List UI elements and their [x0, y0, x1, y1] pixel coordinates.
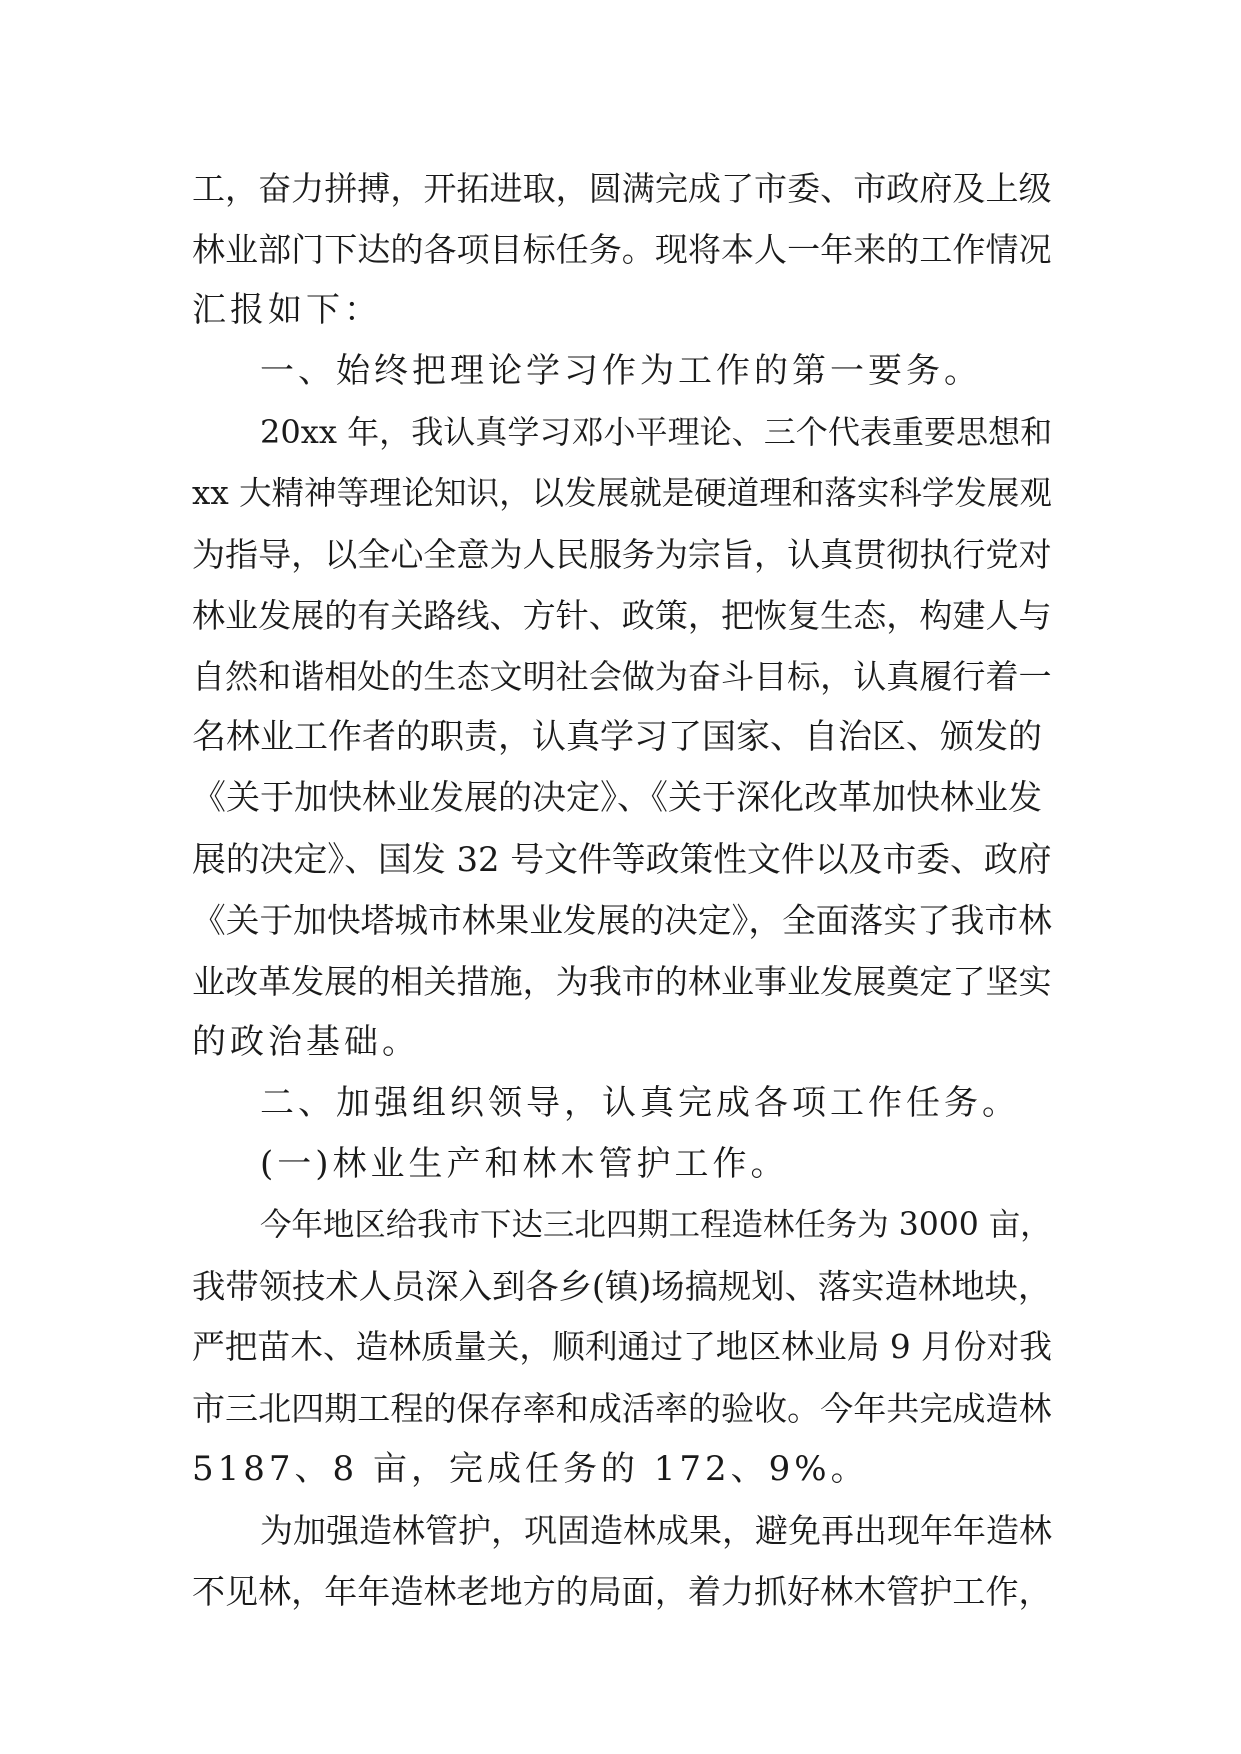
text-line: 展的决定》、国发 32 号文件等政策性文件以及市委、政府 — [192, 840, 1052, 879]
text-line: 20xx 年，我认真学习邓小平理论、三个代表重要思想和 — [260, 413, 1053, 451]
text-line: 汇报如下： — [192, 290, 382, 330]
heading-line: (一)林业生产和林木管护工作。 — [260, 1144, 789, 1184]
section-heading-1 — [192, 341, 1052, 402]
text-line: 市三北四期工程的保存率和成活率的验收。今年共完成造林 — [192, 1389, 1052, 1428]
text-line: 不见林，年年造林老地方的局面，着力抓好林木管护工作， — [192, 1572, 1052, 1611]
section-heading-2 — [192, 1073, 1052, 1134]
heading-line: 二、加强组织领导，认真完成各项工作任务。 — [260, 1083, 1020, 1123]
text-line: 自然和谐相处的生态文明社会做为奋斗目标，认真履行着一 — [192, 657, 1052, 696]
text-line: 的政治基础。 — [192, 1022, 420, 1062]
text-line: 《关于加快林业发展的决定》、《关于深化改革加快林业发 — [192, 778, 1042, 818]
paragraph-afforestation — [192, 1195, 1052, 1500]
paragraph-intro-continuation — [192, 158, 1052, 341]
text-line: 名林业工作者的职责，认真学习了国家、自治区、颁发的 — [192, 717, 1042, 757]
paragraph-theory-study — [192, 402, 1052, 1073]
paragraph-forest-protection — [192, 1500, 1052, 1622]
text-line: 今年地区给我市下达三北四期工程造林任务为 3000 亩， — [260, 1207, 1052, 1243]
text-line: 林业部门下达的各项目标任务。现将本人一年来的工作情况 — [192, 230, 1052, 269]
text-line: 为加强造林管护，巩固造林成果，避免再出现年年造林 — [260, 1511, 1052, 1550]
text-line: 《关于加快塔城市林果业发展的决定》，全面落实了我市林 — [192, 901, 1052, 940]
text-line: 林业发展的有关路线、方针、政策，把恢复生态，构建人与 — [192, 596, 1052, 635]
text-line: 我带领技术人员深入到各乡(镇)场搞规划、落实造林地块， — [192, 1267, 1052, 1306]
text-line: 为指导，以全心全意为人民服务为宗旨，认真贯彻执行党对 — [192, 535, 1052, 574]
subsection-heading-1 — [192, 1134, 1052, 1195]
text-line: 严把苗木、造林质量关，顺利通过了地区林业局 9 月份对我 — [192, 1328, 1052, 1366]
text-line: 工，奋力拼搏，开拓进取，圆满完成了市委、市政府及上级 — [192, 169, 1052, 208]
text-line: xx 大精神等理论知识，以发展就是硬道理和落实科学发展观 — [192, 474, 1052, 512]
text-line: 业改革发展的相关措施，为我市的林业事业发展奠定了坚实 — [192, 962, 1052, 1001]
heading-line: 一、始终把理论学习作为工作的第一要务。 — [260, 351, 982, 391]
document-body — [192, 158, 1052, 1622]
text-line: 5187、8 亩，完成任务的 172、9%。 — [192, 1449, 869, 1489]
